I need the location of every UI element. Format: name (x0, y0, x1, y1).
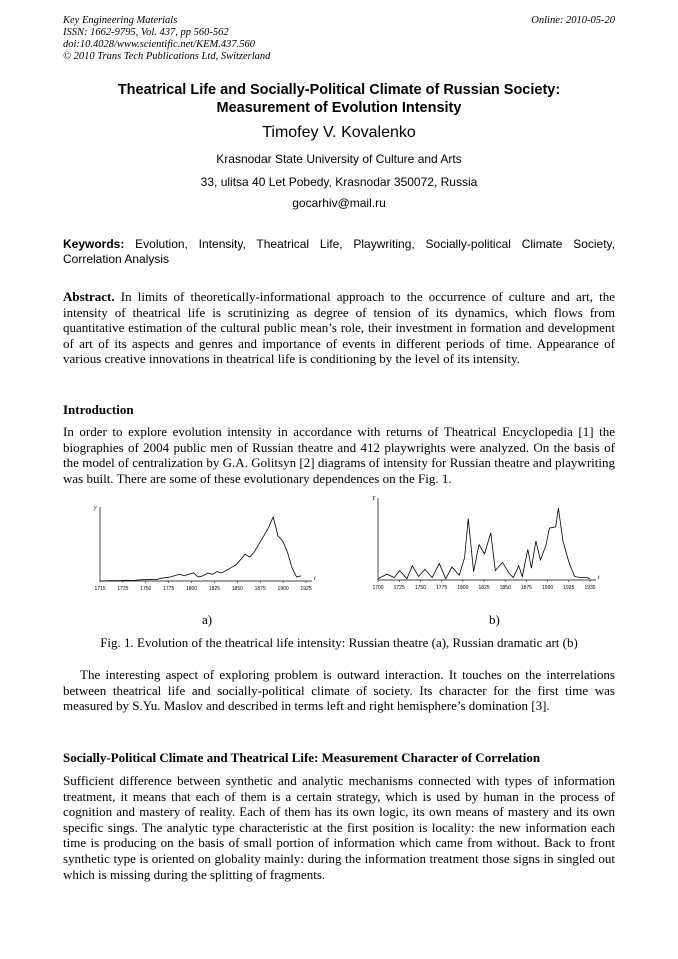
title-line-2: Measurement of Evolution Intensity (216, 100, 462, 116)
chart-b-tick-label: 1900 (542, 585, 554, 591)
chart-b-tick-label: 1775 (436, 585, 448, 591)
keywords-text: Evolution, Intensity, Theatrical Life, Playwriting, Socially-political Climate Society, Correlation Analysis (63, 237, 615, 266)
chart-b-tick-label: 1935 (584, 585, 596, 591)
title-line-1: Theatrical Life and Socially-Political Climate of Russian Society: (117, 82, 561, 98)
chart-b-tick-label: 1700 (372, 585, 384, 591)
chart-b-y-label: Y (372, 496, 376, 502)
chart-b-tick-label: 1750 (414, 585, 426, 591)
issn: ISSN: 1662-9795, Vol. 437, pp 560-562 (63, 27, 229, 38)
chart-b-tick-label: 1825 (478, 585, 490, 591)
chart-a-tick-label: 1825 (208, 586, 221, 592)
chart-a (84, 505, 329, 600)
chart-a-tick-label: 1800 (185, 586, 198, 592)
chart-a-tick-label: 1850 (231, 586, 243, 592)
affiliation: Krasnodar State University of Culture and Arts (216, 152, 462, 166)
author-name: Timofey V. Kovalenko (262, 124, 416, 141)
keywords-label: Keywords: (63, 237, 125, 251)
chart-a-tick-label: 1925 (300, 586, 312, 592)
paper-title (63, 81, 615, 117)
chart-b-tick-label: 1725 (393, 585, 405, 591)
intro-text: In order to explore evolution intensity in accordance with returns of Theatrical Encyclopedia [1] the biographies of 2004 public men of Russian theatre and 412 playwrights were analyzed. On the basis of the model of centralization by G.A. Golitsyn [2] diagrams of intensity for Russian theatre and playwriting was built. There are some of these evolutionary dependences on the Fig. 1. (63, 424, 615, 486)
chart-a-tick-label: 1750 (140, 586, 152, 592)
chart-a-tick-label: 1715 (94, 586, 106, 592)
chart-b (368, 496, 603, 600)
chart-b-series-line (378, 508, 590, 579)
chart-a-series-line (100, 517, 301, 581)
chart-a-x-label: t (314, 576, 316, 582)
abstract (63, 289, 615, 367)
interaction-paragraph: The interesting aspect of exploring problem is outward interaction. It touches on the interrelations between theatrical life and socially-political climate of society. Its character for the first time was measured by S.Yu. Maslov and described in terms left and right hemisphere’s domination [3]. (63, 667, 615, 714)
section-text: Sufficient difference between synthetic and analytic mechanisms connected with types of information treatment, it means that each of them is a certain strategy, which is used by human in the process of cognition and mastery of reality. Each of them has its own logic, its own means of mastery and its own specific sings. The analytic type characteristic at the first position is locality: the new information each time is producing on the basis of small portion of information which came from without. Back to front synthetic type is oriented on globality mainly: during the information treatment those signs in singled out which is missing during the splitting of fragments. (63, 773, 615, 882)
address: 33, ulitsa 40 Let Pobedy, Krasnodar 350072, Russia (200, 175, 478, 189)
chart-a-tick-label: 1775 (163, 586, 175, 592)
chart-b-tick-label: 1875 (520, 585, 532, 591)
chart-b-tick-label: 1850 (499, 585, 511, 591)
chart-a-tick-label: 1875 (254, 586, 266, 592)
chart-b-tick-label: 1925 (563, 585, 575, 591)
figure-label-a: a) (202, 612, 213, 627)
chart-b-tick-label: 1800 (457, 585, 469, 591)
chart-a-tick-label: 1900 (277, 586, 289, 592)
figure-label-b: b) (489, 612, 500, 627)
figure-caption: Fig. 1. Evolution of the theatrical life intensity: Russian theatre (a), Russian dramatic art (b) (100, 635, 578, 650)
keywords (63, 237, 615, 267)
doi: doi:10.4028/www.scientific.net/KEM.437.560 (63, 39, 255, 50)
copyright: © 2010 Trans Tech Publications Ltd, Switzerland (63, 51, 271, 62)
abstract-label: Abstract. (63, 289, 115, 304)
online-date: Online: 2010-05-20 (531, 15, 615, 26)
journal-name: Key Engineering Materials (63, 15, 178, 26)
intro-heading: Introduction (63, 402, 134, 417)
email: gocarhiv@mail.ru (292, 196, 386, 210)
section-heading: Socially-Political Climate and Theatrical Life: Measurement Character of Correlation (63, 750, 541, 765)
running-header (63, 15, 615, 63)
chart-a-tick-label: 1725 (117, 586, 129, 592)
abstract-text: In limits of theoretically-informational approach to the occurrence of culture and art, the intensity of theatrical life is scrutinizing as degree of tension of its dynamics, which flows from quantitative estimation of the cultural public mean’s role, their investment in formation and development of art of its aspects and genres and importance of events in different periods of time. Appearance of various creative innovations in theatrical life is conditioning by the level of its intensity. (63, 289, 616, 367)
chart-b-x-label: t (598, 575, 600, 581)
chart-a-y-label: y (94, 505, 97, 511)
